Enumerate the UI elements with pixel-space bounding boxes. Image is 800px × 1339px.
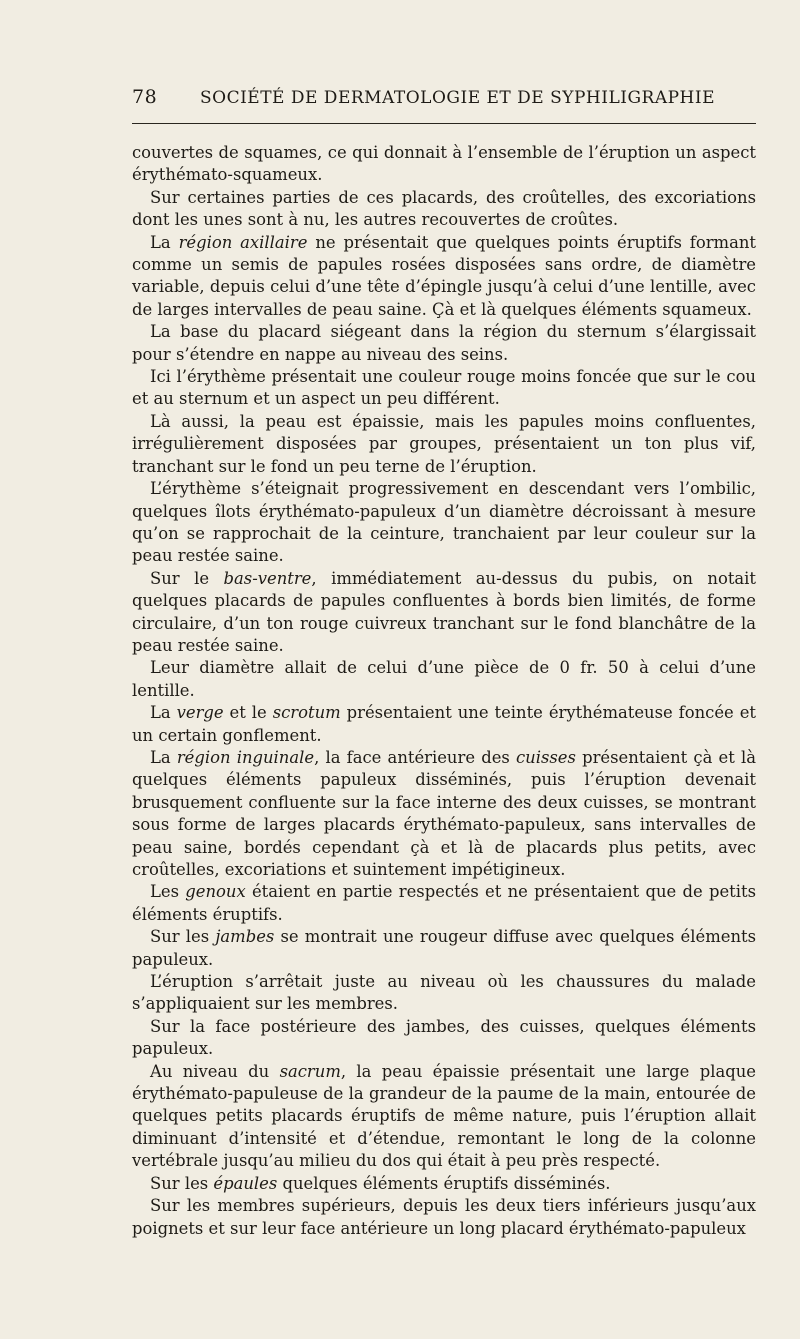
text-run: quelques éléments éruptifs disséminés.: [277, 1173, 611, 1193]
italic-term: verge: [176, 703, 224, 723]
text-run: La: [150, 232, 179, 252]
text-run: Au niveau du: [150, 1061, 280, 1081]
paragraph: [132, 881, 756, 926]
italic-term: région inguinale: [176, 747, 315, 767]
page-number: 78: [132, 86, 158, 108]
paragraph: [132, 657, 756, 702]
text-run: ne présentait que quelques points éruptifs formant comme un semis de papules rosées disposées sans ordre, de diamètre variable, depuis celui d’une tête d’épingle jusqu’à celui d’une lentille, avec de larges intervalles de peau saine. Çà et là quelques éléments squameux.: [132, 232, 756, 319]
header-rule: [132, 123, 756, 124]
text-run: La: [150, 703, 177, 723]
text-run: Là aussi, la peau est épaissie, mais les papules moins confluentes, irrégulièrement disposées par groupes, présentaient un ton plus vif, tranchant sur le fond un peu terne de l’éruption.: [132, 411, 756, 476]
body-text: [132, 142, 756, 1240]
paragraph: [132, 411, 756, 478]
text-run: Sur la face postérieure des jambes, des cuisses, quelques éléments papuleux.: [132, 1016, 756, 1059]
paragraph: [132, 568, 756, 658]
italic-term: scrotum: [272, 703, 341, 723]
italic-term: sacrum: [279, 1061, 341, 1081]
text-run: , la peau épaissie présentait une large plaque érythémato-papuleuse de la grandeur de la paume de la main, entourée de quelques petits placards éruptifs de même nature, puis l’éruption allait diminuant d’intensité et d’étendue, remontant le long de la colonne vertébrale jusqu’au milieu du dos qui était à peu près respecté.: [132, 1061, 756, 1171]
text-run: , immédiatement au-dessus du pubis, on notait quelques placards de papules confluentes à bords bien limités, de forme circulaire, d’un ton rouge cuivreux tranchant sur le fond blanchâtre de la peau restée saine.: [132, 568, 757, 655]
paragraph: [132, 478, 756, 568]
text-run: L’érythème s’éteignait progressivement en descendant vers l’ombilic, quelques îlots érythémato-papuleux d’un diamètre décroissant à mesure qu’on se rapprochait de la ceinture, tranchaient par leur couleur sur la peau restée saine.: [132, 479, 756, 566]
text-run: Sur les: [150, 1173, 214, 1193]
text-run: et le: [223, 703, 273, 723]
italic-term: épaules: [213, 1173, 278, 1193]
italic-term: bas-ventre: [223, 568, 312, 588]
text-run: Sur le: [150, 568, 224, 588]
text-run: , la face antérieure des: [314, 747, 516, 767]
text-run: La: [150, 747, 177, 767]
italic-term: genoux: [185, 882, 246, 902]
text-run: L’éruption s’arrêtait juste au niveau où les chaussures du malade s’appliquaient sur les membres.: [132, 972, 756, 1014]
text-run: Leur diamètre allait de celui d’une pièce de 0 fr. 50 à celui d’une lentille.: [132, 658, 756, 700]
text-run: couvertes de squames, ce qui donnait à l’ensemble de l’éruption un aspect érythémato-squameux.: [132, 143, 756, 185]
running-title: SOCIÉTÉ DE DERMATOLOGIE ET DE SYPHILIGRAPHIE: [200, 88, 716, 108]
running-header: [132, 86, 756, 108]
text-run: Sur les membres supérieurs, depuis les deux tiers inférieurs jusqu’aux poignets et sur leur face antérieure un long placard érythémato-papuleux: [132, 1196, 756, 1238]
text-run: présentaient çà et là quelques éléments papuleux disséminés, puis l’éruption devenait brusquement confluente sur la face interne des deux cuisses, se montrant sous forme de larges placards érythémato-papuleux, sans intervalles de peau saine, bordés cependant çà et là de placards plus petits, avec croûtelles, excoriations et suintement impétigineux.: [132, 747, 756, 879]
text-run: présentaient une teinte érythémateuse foncée et un certain gonflement.: [132, 703, 756, 745]
paragraph: [132, 1195, 756, 1240]
text-run: étaient en partie respectés et ne présentaient que de petits éléments éruptifs.: [132, 882, 756, 924]
paragraph: [132, 1061, 756, 1173]
paragraph: [132, 366, 756, 411]
text-run: se montrait une rougeur diffuse avec quelques éléments papuleux.: [132, 927, 756, 969]
text-run: Sur les: [150, 927, 216, 947]
paragraph: [132, 971, 756, 1016]
italic-term: région axillaire: [178, 232, 308, 252]
paragraph: [132, 321, 756, 366]
paragraph: [132, 1016, 756, 1061]
paragraph: [132, 142, 756, 187]
italic-term: cuisses: [515, 747, 576, 767]
paragraph: [132, 926, 756, 971]
text-run: Les: [150, 882, 186, 902]
italic-term: jambes: [215, 927, 275, 947]
paragraph: [132, 747, 756, 881]
text-run: Sur certaines parties de ces placards, des croûtelles, des excoriations dont les unes sont à nu, les autres recouvertes de croûtes.: [132, 187, 756, 230]
paragraph: [132, 232, 756, 322]
paragraph: [132, 1173, 756, 1195]
text-run: Ici l’érythème présentait une couleur rouge moins foncée que sur le cou et au sternum et un aspect un peu différent.: [132, 367, 756, 409]
paragraph: [132, 187, 756, 232]
text-run: La base du placard siégeant dans la région du sternum s’élargissait pour s’étendre en nappe au niveau des seins.: [132, 322, 756, 364]
paragraph: [132, 702, 756, 747]
